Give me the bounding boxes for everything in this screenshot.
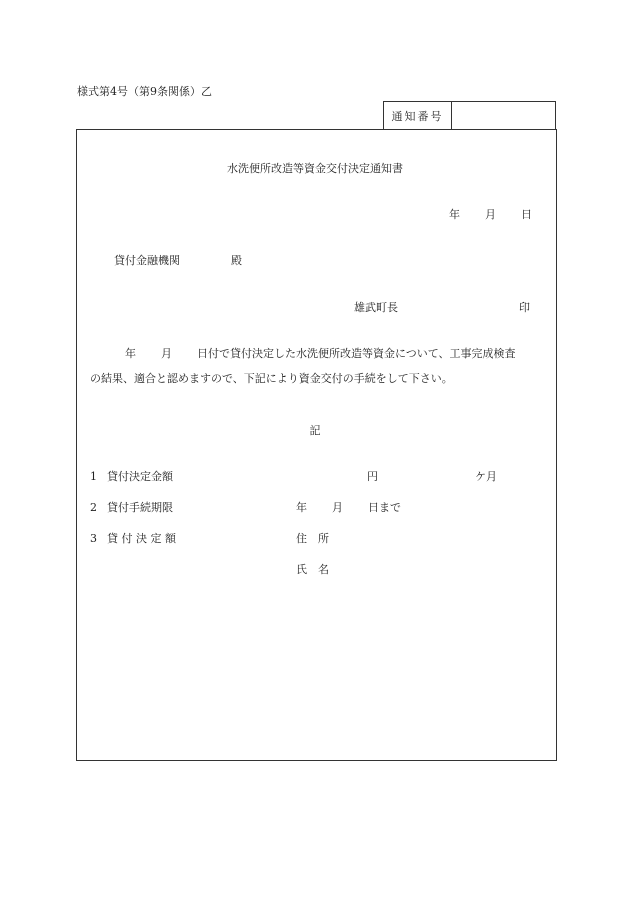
notice-number-field[interactable]: [452, 102, 555, 130]
body-month: 月: [161, 347, 172, 360]
document-frame: [76, 129, 557, 761]
item-3-address-label: 住 所: [296, 532, 329, 545]
item-3-label: 貸 付 決 定 額: [107, 532, 176, 545]
item-3-name-label: 氏 名: [296, 563, 329, 576]
item-1-months: ケ月: [475, 470, 497, 483]
body-line1: 日付で貸付決定した水洗便所改造等資金について、工事完成検査: [197, 347, 516, 360]
ki-heading: 記: [309, 424, 321, 437]
addressee-name: 貸付金融機関: [114, 254, 180, 267]
date-day: 日: [521, 208, 532, 221]
addressee-honorific: 殿: [231, 254, 242, 267]
issuer-title: 雄武町長: [354, 301, 398, 314]
date-year: 年: [449, 208, 460, 221]
item-1-yen: 円: [367, 470, 378, 483]
item-2-label: 貸付手続期限: [107, 501, 173, 514]
item-2-year: 年: [296, 501, 307, 514]
date-month: 月: [485, 208, 496, 221]
body-year: 年: [125, 347, 136, 360]
form-number-label: 様式第4号（第9条関係）乙: [77, 85, 212, 98]
item-2-month: 月: [332, 501, 343, 514]
seal-mark: 印: [519, 301, 530, 314]
notice-number-box: [383, 101, 556, 130]
notice-number-label: 通知番号: [384, 102, 452, 130]
item-2-day: 日まで: [368, 501, 401, 514]
body-line2: の結果、適合と認めますので、下記により資金交付の手続をして下さい。: [90, 372, 453, 385]
item-3-number: 3: [90, 532, 97, 545]
document-title: 水洗便所改造等資金交付決定通知書: [227, 162, 403, 175]
item-2-number: 2: [90, 501, 97, 514]
item-1-number: 1: [90, 470, 97, 483]
item-1-label: 貸付決定金額: [107, 470, 173, 483]
